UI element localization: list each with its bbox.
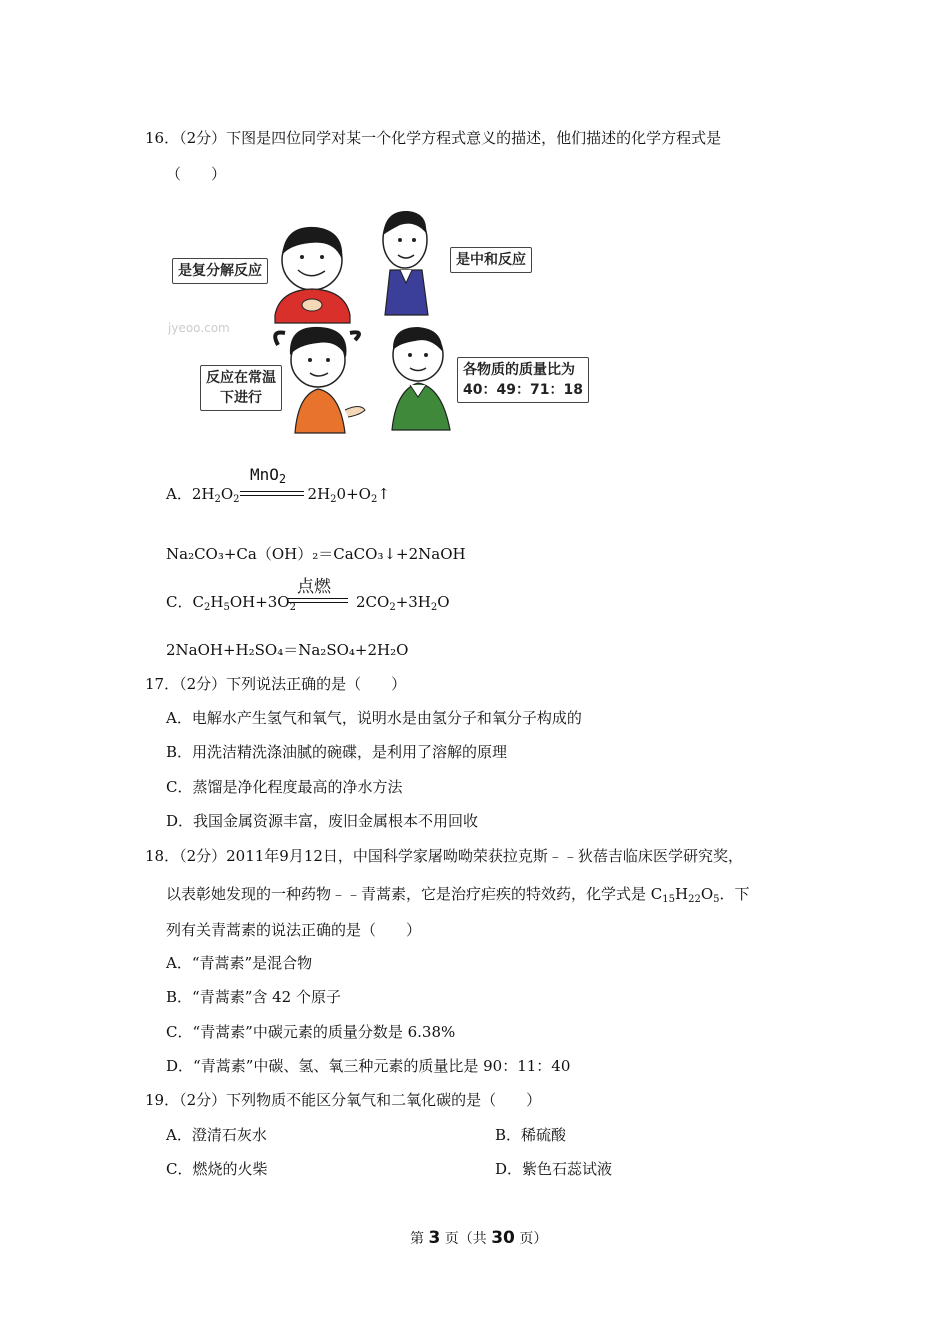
q16-figure xyxy=(160,205,600,440)
eq-a-line-bottom xyxy=(240,495,304,496)
q17-option-a: A．电解水产生氢气和氧气，说明水是由氢分子和氧分子构成的 xyxy=(166,709,582,727)
eq-a-right-b: 0+O xyxy=(336,485,371,503)
q17-option-d: D．我国金属资源丰富，废旧金属根本不用回收 xyxy=(166,812,479,830)
eq-a-mid: O xyxy=(220,485,234,503)
eq-a-left: 2H xyxy=(191,485,215,503)
bubble-room-temperature xyxy=(200,365,282,411)
q18-stem-line-3: 列有关青蒿素的说法正确的是（ ） xyxy=(166,921,422,939)
student-4-figure xyxy=(392,327,450,430)
q19-stem: 19．（2分）下列物质不能区分氧气和二氧化碳的是（ ） xyxy=(145,1091,542,1109)
q16-option-b: Na₂CO₃+Ca（OH）₂＝CaCO₃↓+2NaOH xyxy=(166,545,466,563)
bubble-4-line-1: 各物质的质量比为 xyxy=(463,362,575,378)
q18-stem-line-2: 以表彰她发现的一种药物﹣﹣青蒿素，它是治疗疟疾的特效药，化学式是 $C_{15}H_{22}O_5$．下 xyxy=(166,885,750,905)
bubble-double-decomposition: 是复分解反应 xyxy=(172,258,268,284)
q16-option-a xyxy=(166,483,390,504)
eq-a-arrow: ↑ xyxy=(377,485,390,503)
q18-option-b: B．“青蒿素”含 42 个原子 xyxy=(166,988,341,1006)
page-footer: 第 3 页（共 30 页） xyxy=(410,1228,548,1248)
q17-option-b: B．用洗洁精洗涤油腻的碗碟，是利用了溶解的原理 xyxy=(166,743,508,761)
bubble-3-line-1: 反应在常温 xyxy=(206,370,276,386)
q16-blank: （ ） xyxy=(166,165,227,183)
current-page-number: 3 xyxy=(428,1228,441,1248)
q19-option-c: C．燃烧的火柴 xyxy=(166,1160,268,1178)
eq-a-sub-3: 2 xyxy=(330,494,337,505)
q17-stem: 17．（2分）下列说法正确的是（ ） xyxy=(145,675,407,693)
q18-stem-line-1: 18．（2分）2011年9月12日，中国科学家屠呦呦荣获拉克斯﹣﹣狄蓓吉临床医学研究奖， xyxy=(145,847,743,865)
bubble-mass-ratio xyxy=(457,357,589,403)
q16-stem: 16．（2分）下图是四位同学对某一个化学方程式意义的描述，他们描述的化学方程式是 xyxy=(145,129,722,147)
eq-c-condition: 点燃 xyxy=(297,577,331,597)
eq-a-sub-4: 2 xyxy=(370,494,378,505)
watermark: jyeoo.com xyxy=(168,321,230,335)
student-3-figure xyxy=(275,327,365,433)
eq-c-line-bottom xyxy=(288,602,348,603)
eq-a-line-top xyxy=(240,491,304,492)
q16-option-d: 2NaOH+H₂SO₄＝Na₂SO₄+2H₂O xyxy=(166,641,409,659)
q16-option-c: C．$C_2H_5OH+3O_2$ $2CO_2+3H_2O$ xyxy=(166,593,450,613)
bubble-neutralization: 是中和反应 xyxy=(450,247,532,273)
eq-a-condition: MnO$_2$ xyxy=(250,465,287,486)
q17-option-c: C．蒸馏是净化程度最高的净水方法 xyxy=(166,778,403,796)
eq-c-line-top xyxy=(288,598,348,599)
eq-a-right-a: 2H xyxy=(307,485,331,503)
q19-option-b: B．稀硫酸 xyxy=(495,1126,567,1144)
q18-option-c: C．“青蒿素”中碳元素的质量分数是 6.38% xyxy=(166,1023,456,1041)
bubble-4-line-2: 40：49：71：18 xyxy=(463,382,583,398)
q18-option-a: A．“青蒿素”是混合物 xyxy=(166,954,313,972)
q19-option-a: A．澄清石灰水 xyxy=(166,1126,267,1144)
q19-option-d: D．紫色石蕊试液 xyxy=(495,1160,613,1178)
total-page-number: 30 xyxy=(491,1228,515,1248)
option-c-label: C． xyxy=(166,593,193,611)
option-a-label: A． xyxy=(166,485,192,503)
bubble-3-line-2: 下进行 xyxy=(220,390,262,406)
q18-option-d: D．“青蒿素”中碳、氢、氧三种元素的质量比是 90：11：40 xyxy=(166,1057,571,1075)
student-1-figure xyxy=(275,227,350,323)
student-2-figure xyxy=(383,211,428,315)
eq-a-sub-1: 2 xyxy=(214,494,221,505)
eq-a-sub-2: 2 xyxy=(233,494,240,505)
